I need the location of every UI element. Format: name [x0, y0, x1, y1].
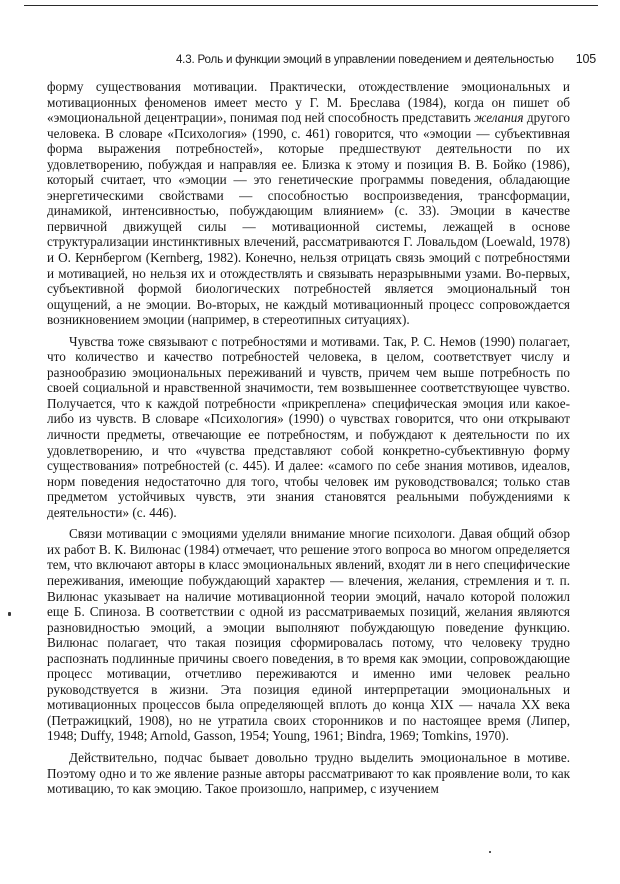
- body-text: [47, 79, 570, 803]
- paragraph: Связи мотивации с эмоциями уделяли внимание многие психологи. Давая общий обзор их работ В. К. Вилюнас (1984) отмечает, что решение этого вопроса во многом определяется тем, что включают авторы в класс эмоциональных явлений, входят ли в него специфические переживания, имеющие побуждающий характер — влечения, желания, стремления и т. п. Вилюнас указывает на наличие мотивационной теории эмоций, начало которой положил еще Б. Спиноза. В соответствии с одной из рассматриваемых позиций, желания являются разновидностью эмоций, а эмоции выполняют побуждающую поведение функцию. Вилюнас полагает, что такая позиция сформировалась потому, что человеку трудно распознать подлинные причины своего поведения, в то время как эмоции, сопровождающие процесс мотивации, отчетливо переживаются и именно ими человек реально руководствуется в жизни. Эта позиция единой интерпретации эмоциональных и мотивационных процессов была определяющей вплоть до конца XIX — начала XX века (Петражицкий, 1908), но не утратила своих сторонников и по настоящее время (Липер, 1948; Duffy, 1948; Arnold, Gasson, 1954; Young, 1961; Bindra, 1969; Tomkins, 1970).: [47, 526, 570, 744]
- top-rule: [24, 5, 598, 6]
- emphasis-text: желания: [474, 110, 524, 126]
- scan-mark: [8, 612, 11, 616]
- page-number: 105: [575, 52, 596, 66]
- paragraph-text: форму существования мотивации. Практически, отождествление эмоциональных и мотивационных феноменов имеет место у Г. М. Бреслава (1984), когда он пишет об «эмоциональной децентрации», понимая под ней способность представить: [47, 79, 570, 126]
- paragraph: [47, 79, 570, 328]
- paragraph: Действительно, подчас бывает довольно трудно выделить эмоциональное в мотиве. Поэтому одно и то же явление разные авторы рассматривают то как проявление воли, то как мотивацию, то как эмоцию. Такое произошло, например, с изучением: [47, 749, 570, 797]
- section-title: 4.3. Роль и функции эмоций в управлении поведением и деятельностью: [175, 53, 554, 66]
- paragraph: Чувства тоже связывают с потребностями и мотивами. Так, Р. С. Немов (1990) полагает, что количество и качество потребностей человека, в целом, соответствует числу и разнообразию эмоциональных переживаний и чувств, причем чем выше потребность по своей социальной и нравственной значимости, тем возвышеннее соответствующее чувство. Получается, что к каждой потребности «прикреплена» специфическая эмоция или какое-либо из чувств. В словаре «Психология» (1990) о чувствах говорится, что они открывают личности предметы, отвечающие ее потребностям, и побуждают к деятельности по их удовлетворению, и что «чувства представляют собой конкретно-субъективную форму существования» потребностей (с. 445). И далее: «самого по себе знания мотивов, идеалов, норм поведения недостаточно для того, чтобы человек им руководствовался; только став предметом устойчивых чувств, эти знания становятся реальными побуждениями к деятельности» (с. 446).: [47, 333, 570, 520]
- scan-mark: [489, 851, 491, 853]
- paragraph-text: другого человека. В словаре «Психология» (1990, с. 461) говорится, что «эмоции — субъективная форма выражения потребностей», которые предшествуют деятельности по их удовлетворению, побуждая и направляя ее. Близка к этому и позиция В. В. Бойко (1986), который считает, что «эмоции — это генетические программы поведения, обладающие энергетическими свойствами — способностью воспроизведения, трансформации, динамикой, интенсивностью, побуждающим влиянием» (с. 33). Эмоции в качестве первичной движущей силы — мотивационной системы, лежащей в основе структурализации инстинктивных влечений, рассматриваются Г. Ловальдом (Loewald, 1978) и О. Кернбергом (Kernberg, 1982). Конечно, нельзя отрицать связь эмоций с потребностями и мотивацией, но нельзя их и отождествлять и связывать неразрывными узами. Во-первых, субъективной формой биологических потребностей является эмоциональный тон ощущений, а не эмоции. Во-вторых, не каждый мотивационный процесс сопровождается возникновением эмоции (например, в стереотипных ситуациях).: [47, 110, 570, 328]
- running-head: [40, 52, 596, 68]
